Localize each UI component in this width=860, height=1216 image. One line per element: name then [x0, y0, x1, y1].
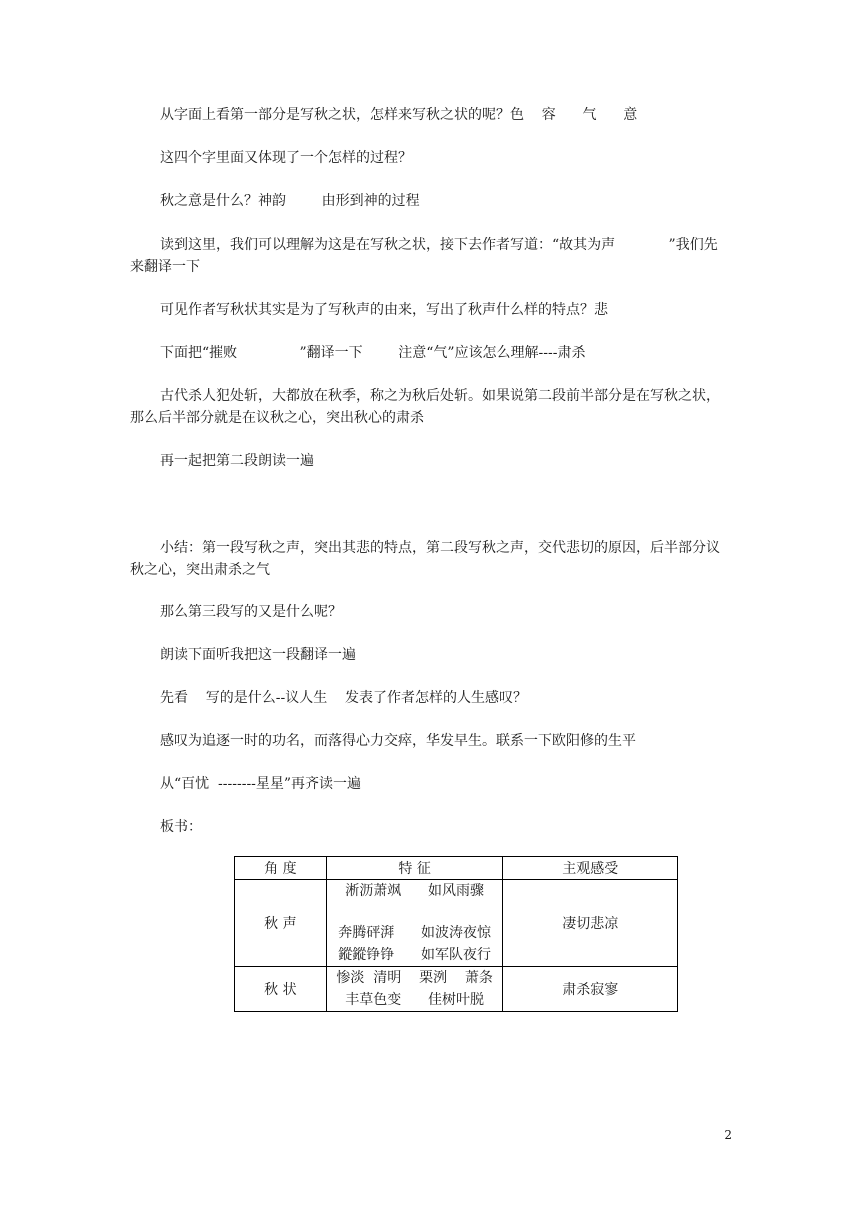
- table-row: [235, 880, 678, 967]
- feature-line: 惨淡 清明 栗洌 萧条: [336, 970, 493, 986]
- blackboard-table: [234, 856, 678, 1012]
- angle-cell: 秋 状: [235, 967, 327, 1012]
- header-angle: 角 度: [235, 857, 327, 880]
- paragraph: 读到这里，我们可以理解为这是在写秋之状，接下去作者写道：“故其为声 ”我们先来翻译一下: [130, 237, 718, 275]
- paragraph: 朗读下面听我把这一段翻译一遍: [160, 647, 356, 663]
- table-header-row: [235, 857, 678, 880]
- paragraph: 可见作者写秋状其实是为了写秋声的由来，写出了秋声什么样的特点？悲: [160, 302, 608, 318]
- paragraph: 感叹为追逐一时的功名，而落得心力交瘁，华发早生。联系一下欧阳修的生平: [160, 733, 636, 749]
- paragraph: 古代杀人犯处斩，大都放在秋季，称之为秋后处斩。如果说第二段前半部分是在写秋之状，那么后半部分就是在议秋之心，突出秋心的肃杀: [130, 388, 720, 426]
- feeling-cell: 凄切悲凉: [503, 880, 678, 967]
- paragraph: 从“百忧 --------星星”再齐读一遍: [160, 776, 362, 792]
- header-features: 特 征: [326, 857, 503, 880]
- blackboard-heading: 板书：: [160, 819, 202, 835]
- paragraph: 再一起把第二段朗读一遍: [160, 453, 314, 469]
- angle-cell: 秋 声: [235, 880, 327, 967]
- feature-line: 奔腾砰湃 如波涛夜惊: [338, 925, 491, 941]
- table-row: [235, 967, 678, 1012]
- paragraph: 先看 写的是什么--议人生 发表了作者怎样的人生感叹？: [160, 690, 528, 706]
- paragraph: 这四个字里面又体现了一个怎样的过程？: [160, 150, 412, 166]
- header-feeling: 主观感受: [503, 857, 678, 880]
- paragraph: 秋之意是什么？神韵 由形到神的过程: [160, 193, 420, 209]
- paragraph: 那么第三段写的又是什么呢？: [160, 604, 342, 620]
- features-cell: [326, 967, 503, 1012]
- page-number: 2: [724, 1128, 732, 1142]
- feature-line: 鏦鏦铮铮 如军队夜行: [338, 947, 491, 963]
- summary-paragraph: 小结：第一段写秋之声，突出其悲的特点，第二段写秋之声，交代悲切的原因，后半部分议秋之心，突出肃杀之气: [130, 540, 720, 578]
- features-cell: [326, 880, 503, 967]
- paragraph: 从字面上看第一部分是写秋之状，怎样来写秋之状的呢？色 容 气 意: [160, 107, 638, 123]
- feature-line: 丰草色变 佳树叶脱: [345, 992, 484, 1008]
- feature-line: 淅沥萧飒 如风雨骤: [345, 883, 484, 899]
- feeling-cell: 肃杀寂寥: [503, 967, 678, 1012]
- paragraph: 下面把“摧败 ”翻译一下 注意“气”应该怎么理解----肃杀: [160, 345, 586, 361]
